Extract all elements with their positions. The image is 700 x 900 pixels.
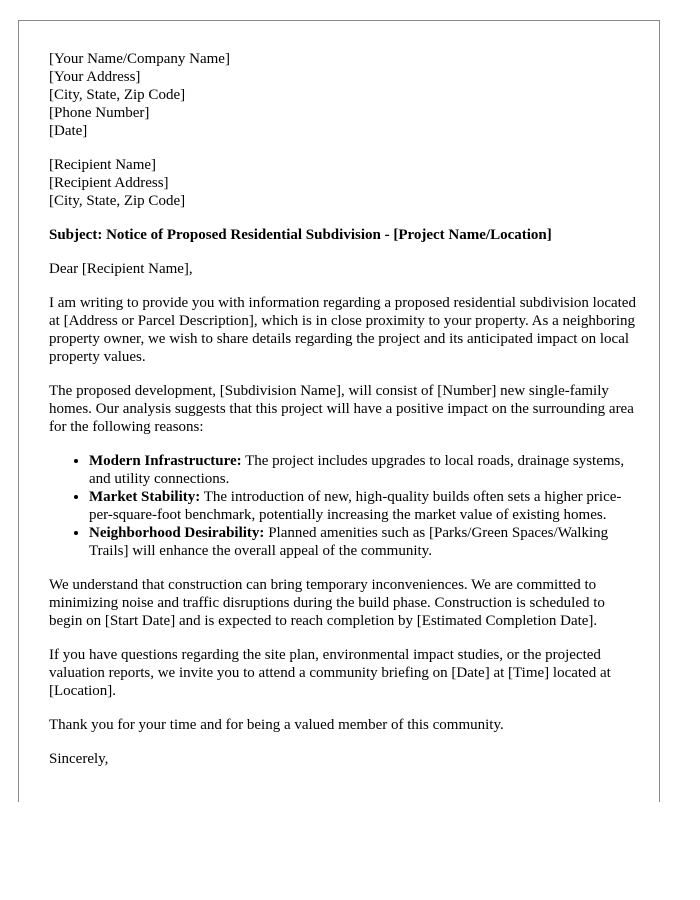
reasons-list [49,452,639,560]
list-item [89,452,639,488]
letter-page [18,20,660,802]
recipient-city: [City, State, Zip Code] [49,193,186,209]
reason-title: Modern Infrastructure: [89,453,242,469]
sender-phone: [Phone Number] [49,105,150,121]
thanks-paragraph: Thank you for your time and for being a valued member of this community. [49,717,504,733]
sender-address: [Your Address] [49,69,141,85]
subject-line: Subject: Notice of Proposed Residential Subdivision - [Project Name/Location] [49,227,552,243]
recipient-address: [Recipient Address] [49,175,169,191]
intro-paragraph: I am writing to provide you with information regarding a proposed residential subdivision located at [Address or Parcel Description], which is in close proximity to your property. As a neighboring property owner, we wish to share details regarding the project and its anticipated impact on local property values. [49,295,636,365]
recipient-name: [Recipient Name] [49,157,157,173]
sender-name: [Your Name/Company Name] [49,51,230,67]
sender-city: [City, State, Zip Code] [49,87,186,103]
reason-text: Planned amenities such as [Parks/Green Spaces/Walking Trails] will enhance the overall appeal of the community. [89,525,609,559]
sender-block [49,50,639,140]
letter-body [49,50,639,768]
list-item [89,488,639,524]
sender-date: [Date] [49,123,88,139]
recipient-block [49,156,639,210]
reason-title: Neighborhood Desirability: [89,525,265,541]
list-item [89,524,639,560]
closing: Sincerely, [49,751,109,767]
reason-title: Market Stability: [89,489,201,505]
salutation: Dear [Recipient Name], [49,261,193,277]
questions-paragraph: If you have questions regarding the site plan, environmental impact studies, or the projected valuation reports, we invite you to attend a community briefing on [Date] at [Time] located at [Location]. [49,647,611,699]
development-paragraph: The proposed development, [Subdivision Name], will consist of [Number] new single-family homes. Our analysis suggests that this project will have a positive impact on the surrounding area for the following reasons: [49,383,634,435]
reason-text: The project includes upgrades to local roads, drainage systems, and utility connections. [89,453,625,487]
reason-text: The introduction of new, high-quality builds often sets a higher price-per-square-foot benchmark, potentially increasing the market value of existing homes. [89,489,622,523]
construction-paragraph: We understand that construction can bring temporary inconveniences. We are committed to minimizing noise and traffic disruptions during the build phase. Construction is scheduled to begin on [Start Date] and is expected to reach completion by [Estimated Completion Date]. [49,577,605,629]
